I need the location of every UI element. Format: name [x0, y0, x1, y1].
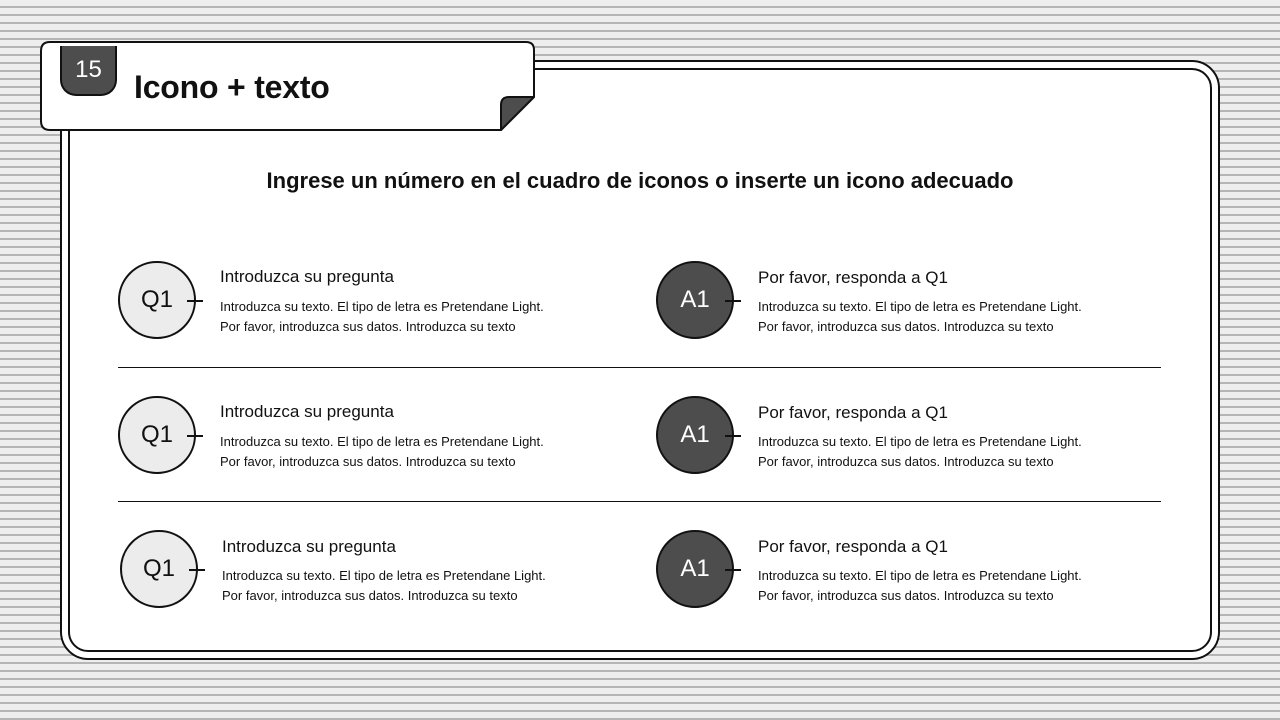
answer-title: Por favor, responda a Q1	[758, 268, 948, 287]
question-text-line2: Por favor, introduzca sus datos. Introduzca su texto	[222, 588, 518, 603]
question-text-line1: Introduzca su texto. El tipo de letra es Pretendane Light.	[220, 434, 544, 449]
row-divider	[118, 367, 1161, 368]
answer-title: Por favor, responda a Q1	[758, 537, 948, 556]
question-icon-label: Q1	[140, 286, 173, 313]
answer-text-line2: Por favor, introduzca sus datos. Introduzca su texto	[758, 319, 1054, 334]
answer-text-line1: Introduzca su texto. El tipo de letra es Pretendane Light.	[758, 434, 1082, 449]
answer-text-line1: Introduzca su texto. El tipo de letra es Pretendane Light.	[758, 568, 1082, 583]
header-tab	[40, 41, 536, 132]
page-title: Icono + texto	[134, 69, 330, 105]
folded-corner-icon	[501, 97, 534, 130]
question-icon	[120, 530, 198, 608]
card-inner-frame	[68, 68, 1212, 652]
answer-title: Por favor, responda a Q1	[758, 403, 948, 422]
question-icon	[118, 261, 196, 339]
page-subtitle: Ingrese un número en el cuadro de iconos o inserte un icono adecuado	[266, 168, 1014, 193]
answer-icon	[656, 261, 734, 339]
question-title: Introduzca su pregunta	[220, 402, 394, 421]
connector-tick	[187, 435, 203, 437]
question-text-line1: Introduzca su texto. El tipo de letra es Pretendane Light.	[222, 568, 546, 583]
answer-icon	[656, 530, 734, 608]
answer-icon-label: A1	[680, 421, 710, 448]
row-divider	[118, 501, 1161, 502]
connector-tick	[725, 569, 741, 571]
question-text-line2: Por favor, introduzca sus datos. Introduzca su texto	[220, 319, 516, 334]
answer-icon-label: A1	[680, 555, 710, 582]
answer-icon	[656, 396, 734, 474]
question-icon	[118, 396, 196, 474]
answer-text-line2: Por favor, introduzca sus datos. Introduzca su texto	[758, 454, 1054, 469]
answer-text-line1: Introduzca su texto. El tipo de letra es Pretendane Light.	[758, 299, 1082, 314]
connector-tick	[725, 300, 741, 302]
question-title: Introduzca su pregunta	[220, 267, 394, 286]
question-icon-label: Q1	[140, 421, 173, 448]
question-text-line1: Introduzca su texto. El tipo de letra es Pretendane Light.	[220, 299, 544, 314]
question-title: Introduzca su pregunta	[222, 537, 396, 556]
connector-tick	[189, 569, 205, 571]
answer-icon-label: A1	[680, 286, 710, 313]
connector-tick	[725, 435, 741, 437]
question-icon-label: Q1	[142, 555, 175, 582]
connector-tick	[187, 300, 203, 302]
slide-number-badge: 15	[60, 46, 117, 96]
answer-text-line2: Por favor, introduzca sus datos. Introduzca su texto	[758, 588, 1054, 603]
question-text-line2: Por favor, introduzca sus datos. Introduzca su texto	[220, 454, 516, 469]
